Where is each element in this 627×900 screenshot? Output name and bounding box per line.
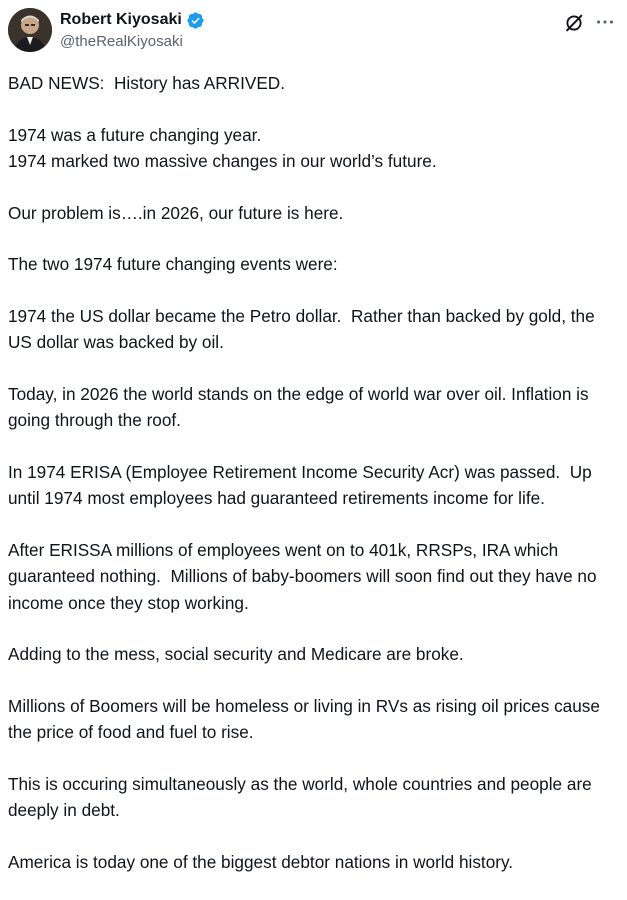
display-name[interactable]: Robert Kiyosaki: [60, 11, 182, 28]
tweet-paragraph: Our problem is….in 2026, our future is here.: [8, 202, 344, 223]
tweet-paragraph: The two 1974 future changing events were:: [8, 254, 338, 274]
display-name-row: [60, 9, 205, 31]
grok-icon[interactable]: [563, 12, 585, 34]
tweet-paragraph: This is occuring simultaneously as the world, whole countries and people are deeply in debt.: [8, 773, 597, 820]
tweet-paragraph: In 1974 ERISA (Employee Retirement Income Security Acr) was passed. Up until 1974 most employees had guaranteed retirements income for life.: [8, 461, 597, 508]
tweet-paragraph: Millions of Boomers will be homeless or living in RVs as rising oil prices cause the price of food and fuel to rise.: [8, 695, 605, 742]
more-options-icon[interactable]: [593, 10, 617, 34]
tweet-paragraph: 1974 was a future changing year. 1974 marked two massive changes in our world’s future.: [8, 124, 437, 171]
author-info: [60, 9, 205, 50]
verified-badge-icon: [186, 11, 205, 30]
tweet-paragraph: BAD NEWS: History has ARRIVED.: [8, 73, 285, 93]
avatar[interactable]: [8, 8, 52, 52]
tweet-text: [8, 70, 620, 900]
tweet-paragraph: America is today one of the biggest debtor nations in world history.: [8, 851, 514, 872]
tweet-paragraph: Adding to the mess, social security and Medicare are broke.: [8, 644, 464, 664]
tweet-paragraph: Today, in 2026 the world stands on the edge of world war over oil. Inflation is going through the roof.: [8, 383, 594, 430]
tweet-header: [8, 6, 619, 56]
author-handle[interactable]: @theRealKiyosaki: [60, 33, 183, 50]
tweet-paragraph: After ERISSA millions of employees went on to 401k, RRSPs, IRA which guaranteed nothing. Millions of baby-boomers will soon find out they have no income once they stop working.: [8, 539, 602, 613]
tweet-paragraph: 1974 the US dollar became the Petro dollar. Rather than backed by gold, the US dollar was backed by oil.: [8, 305, 600, 352]
